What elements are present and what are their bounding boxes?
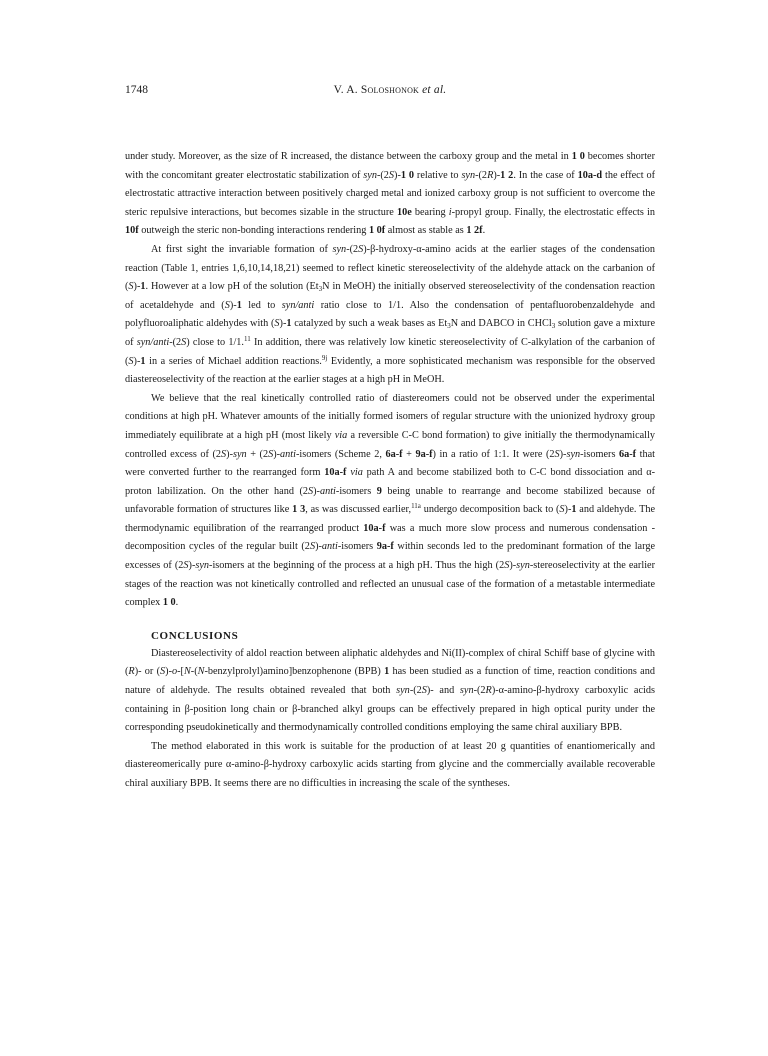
article-body — [125, 148, 655, 794]
running-head — [125, 84, 655, 96]
page-number: 1748 — [125, 84, 148, 96]
citation: 9j — [321, 353, 328, 362]
paragraph-2: At first sight the invariable formation of syn-(2S)-β-hydroxy-α-amino acids at the earlier stages of the condensation reaction (Table 1, entries 1,6,10,14,18,21) seemed to reflect kinetic stereoselectivity of the aldehyde attack on the carbanion of (S)-1. However at a low pH of the solution ($Et_3N$ in MeOH) the initially observed stereoselectivity of the condensation reaction of acetaldehyde and (S)-1 led to syn/anti ratio close to 1/1. Also the condensation of pentafluorobenzaldehyde and polyfluoroaliphatic aldehydes with (S)-1 catalyzed by such a weak bases as $Et_3N$ and DABCO in CHCl$_3$ solution gave a mixture of syn/anti-(2S) close to 1/1.11 In addition, there was relatively low kinetic stereoselectivity of C-alkylation of the carbanion of (S)-1 in a series of Michael addition reactions.$^{9j}$ Evidently, a more sophisticated mechanism was responsible for the observed diastereoselectivity of the reaction at the earlier stages at a high pH in MeOH. — [125, 243, 656, 386]
paragraph-3: We believe that the real kinetically controlled ratio of diastereomers could not be observed under the experimental conditions at high pH. Whatever amounts of the initially formed isomers of regular structure with the unionized hydroxy group immediately equilibrate at a high pH (most likely via a reversible C-C bond formation) to give initially the thermodynamically controlled excess of (2S)-syn + (2S)-anti-isomers (Scheme 2, 6a-f + 9a-f) in a ratio of 1:1. It were (2S)-syn-isomers 6a-f that were converted further to the rearranged form 10a-f via path A and become stabilized both to C-C bond dissociation and α-proton labilization. On the other hand (2S)-anti-isomers 9 being unable to rearrange and become stabilized because of unfavorable formation of structures like 1 3, as was discussed earlier,$^{11a}$ undergo decomposition back to (S)-1 and aldehyde. The thermodynamic equilibration of the rearranged product 10a-f was a much more slow process and numerous condensation - decomposition cycles of the regular built (2S)-anti-isomers 9a-f within seconds led to the predominant formation of the large excesses of (2S)-syn-isomers at the beginning of the process at a high pH. Thus the high (2S)-syn-stereoselectivity at the earlier stages of the reaction was not kinetically controlled and reflected an unusual case of the formation of a metastable intermediate complex 1 0. — [125, 392, 656, 609]
author-name: V. A. Soloshonok — [333, 84, 420, 96]
citation: 11 — [244, 334, 251, 343]
et-al: et al. — [422, 84, 447, 96]
paragraph-5: The method elaborated in this work is suitable for the production of at least 20 g quantities of enantiomerically and diastereomerically pure α-amino-β-hydroxy carboxylic acids starting from glycine and the commercially available recoverable chiral auxiliary BPB. It seems there are no difficulties in increasing the scale of the syntheses. — [125, 740, 655, 789]
section-heading-conclusions: CONCLUSIONS — [151, 629, 239, 642]
page-header — [125, 84, 655, 100]
paragraph-1: under study. Moreover, as the size of R increased, the distance between the carboxy group and the metal in 1 0 becomes shorter with the concomitant greater electrostatic stabilization of syn-(2S)-1 0 relative to syn-(2R)-1 2. In the case of 10a-d the effect of electrostatic attractive interaction between positively charged metal and ionized carboxy group is not sufficient to overcome the steric repulsive interactions, but becomes sizable in the structure 10e bearing i-propyl group. Finally, the electrostatic effects in 10f outweigh the steric non-bonding interactions rendering 1 0f almost as stable as 1 2f. — [125, 151, 656, 237]
citation: 11a — [411, 502, 421, 511]
paragraph-4: Diastereoselectivity of aldol reaction between aliphatic aldehydes and Ni(II)-complex of chiral Schiff base of glycine with (R)- or (S)-o-[N-(N-benzylprolyl)amino]benzophenone (BPB) 1 has been studied as a function of time, reaction conditions and nature of aldehyde. The results obtained revealed that both syn-(2S)- and syn-(2R)-α-amino-β-hydroxy carboxylic acids containing in β-position long chain or β-branched alkyl groups can be effectively prepared in high optical purity under the corresponding pseudokinetically and thermodynamically controlled conditions employing the same chiral auxiliary BPB. — [125, 647, 655, 734]
